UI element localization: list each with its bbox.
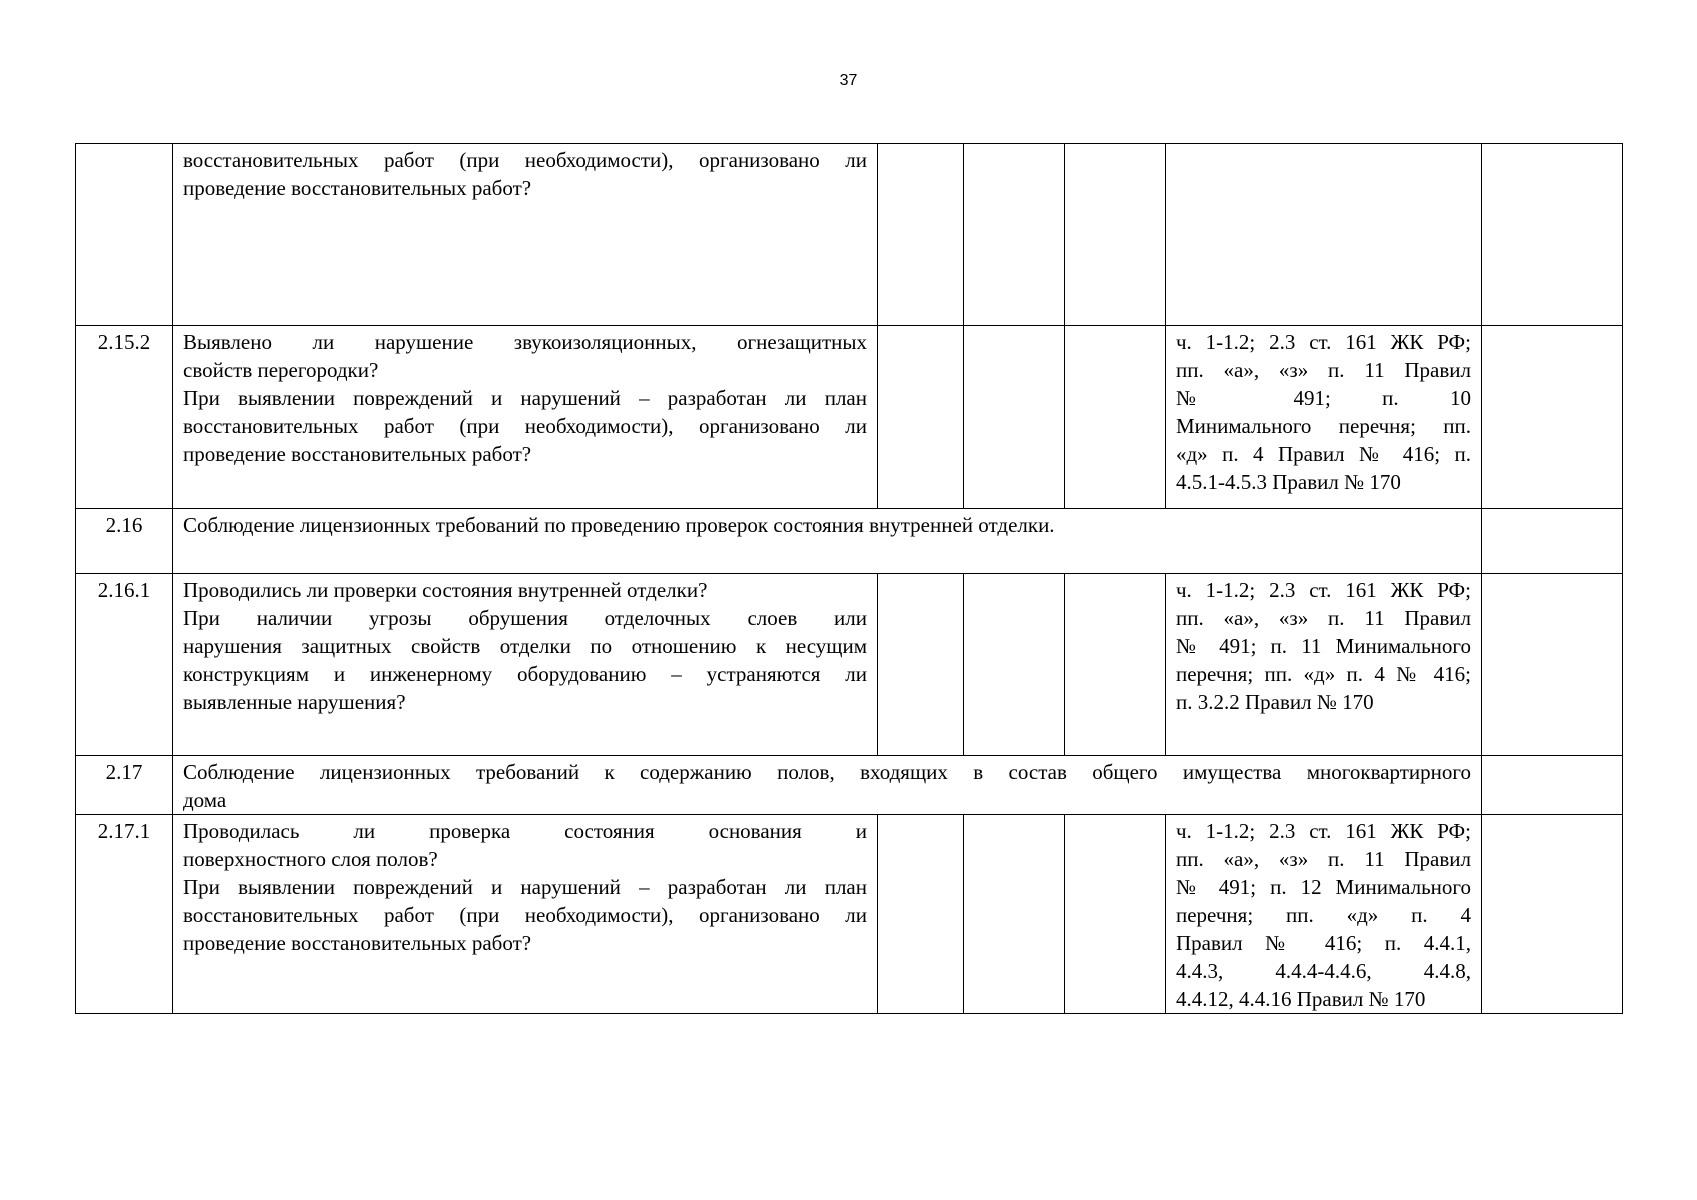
reference-line: перечня; пп. «д» п. 4 № 416;: [1176, 662, 1471, 686]
table-row: [76, 144, 1623, 326]
reference-line: «д» п. 4 Правил № 416; п.: [1176, 442, 1471, 466]
notes-cell: [1482, 509, 1623, 574]
answer-yes-cell: [878, 326, 964, 509]
reference-cell: [1166, 574, 1482, 756]
section-title-line: дома: [183, 788, 227, 812]
reference-line: ч. 1-1.2; 2.3 ст. 161 ЖК РФ;: [1176, 819, 1471, 843]
question-line: поверхностного слоя полов?: [183, 847, 438, 871]
row-number-cell: 2.16.1: [76, 574, 173, 756]
reference-line: Минимального перечня; пп.: [1176, 414, 1471, 438]
answer-no-cell: [964, 574, 1065, 756]
row-number-cell: 2.17.1: [76, 815, 173, 1014]
answer-yes-cell: [878, 574, 964, 756]
page-number: 37: [839, 72, 858, 89]
section-title: Соблюдение лицензионных требований по проведению проверок состояния внутренней отделки.: [183, 513, 1055, 537]
question-line: проведение восстановительных работ?: [183, 176, 532, 200]
reference-cell: [1166, 815, 1482, 1014]
question-cell: [173, 144, 878, 326]
section-title-cell: [173, 509, 1482, 574]
answer-na-cell: [1065, 574, 1166, 756]
question-line: восстановительных работ (при необходимости), организовано ли: [183, 903, 867, 927]
question-line: Выявлено ли нарушение звукоизоляционных, огнезащитных: [183, 330, 867, 354]
notes-cell: [1482, 144, 1623, 326]
question-line: нарушения защитных свойств отделки по отношению к несущим: [183, 634, 867, 658]
reference-line: № 491; п. 11 Минимального: [1176, 634, 1471, 658]
reference-line: 4.4.3, 4.4.4-4.4.6, 4.4.8,: [1176, 959, 1471, 983]
question-line: При наличии угрозы обрушения отделочных слоев или: [183, 606, 867, 630]
reference-line: ч. 1-1.2; 2.3 ст. 161 ЖК РФ;: [1176, 578, 1471, 602]
question-line: проведение восстановительных работ?: [183, 442, 532, 466]
question-cell: [173, 326, 878, 509]
reference-cell: [1166, 144, 1482, 326]
table-row-section: [76, 756, 1623, 815]
answer-no-cell: [964, 815, 1065, 1014]
notes-cell: [1482, 326, 1623, 509]
row-number-cell: 2.16: [76, 509, 173, 574]
question-line: выявленные нарушения?: [183, 690, 406, 714]
question-line: конструкциям и инженерному оборудованию – устраняются ли: [183, 662, 867, 686]
reference-line: № 491; п. 10: [1176, 386, 1471, 410]
notes-cell: [1482, 574, 1623, 756]
table-row: [76, 326, 1623, 509]
question-cell: [173, 574, 878, 756]
reference-line: перечня; пп. «д» п. 4: [1176, 903, 1471, 927]
question-line: свойств перегородки?: [183, 358, 379, 382]
question-line: Проводилась ли проверка состояния основания и: [183, 819, 867, 843]
reference-line: п. 3.2.2 Правил № 170: [1176, 690, 1374, 714]
reference-line: № 491; п. 12 Минимального: [1176, 875, 1471, 899]
reference-line: пп. «а», «з» п. 11 Правил: [1176, 847, 1471, 871]
question-cell: [173, 815, 878, 1014]
notes-cell: [1482, 815, 1623, 1014]
answer-no-cell: [964, 326, 1065, 509]
table-row: [76, 574, 1623, 756]
checklist-table: [75, 143, 1623, 1014]
table-row-section: [76, 509, 1623, 574]
question-line: восстановительных работ (при необходимости), организовано ли: [183, 414, 867, 438]
question-line: При выявлении повреждений и нарушений – разработан ли план: [183, 386, 867, 410]
question-line: Проводились ли проверки состояния внутренней отделки?: [183, 578, 708, 602]
question-line: проведение восстановительных работ?: [183, 931, 532, 955]
answer-na-cell: [1065, 144, 1166, 326]
reference-line: 4.4.12, 4.4.16 Правил № 170: [1176, 987, 1426, 1011]
reference-line: Правил № 416; п. 4.4.1,: [1176, 931, 1471, 955]
row-number-cell: 2.17: [76, 756, 173, 815]
reference-line: ч. 1-1.2; 2.3 ст. 161 ЖК РФ;: [1176, 330, 1471, 354]
section-title-line: Соблюдение лицензионных требований к содержанию полов, входящих в состав общего имущества многоквартирного: [183, 760, 1471, 784]
reference-line: пп. «а», «з» п. 11 Правил: [1176, 358, 1471, 382]
question-line: При выявлении повреждений и нарушений – разработан ли план: [183, 875, 867, 899]
answer-yes-cell: [878, 815, 964, 1014]
section-title-cell: [173, 756, 1482, 815]
reference-cell: [1166, 326, 1482, 509]
reference-line: 4.5.1-4.5.3 Правил № 170: [1176, 470, 1401, 494]
reference-line: пп. «а», «з» п. 11 Правил: [1176, 606, 1471, 630]
row-number-cell: 2.15.2: [76, 326, 173, 509]
notes-cell: [1482, 756, 1623, 815]
question-line: восстановительных работ (при необходимости), организовано ли: [183, 148, 867, 172]
row-number-cell: [76, 144, 173, 326]
answer-yes-cell: [878, 144, 964, 326]
answer-no-cell: [964, 144, 1065, 326]
answer-na-cell: [1065, 815, 1166, 1014]
answer-na-cell: [1065, 326, 1166, 509]
table-row: [76, 815, 1623, 1014]
